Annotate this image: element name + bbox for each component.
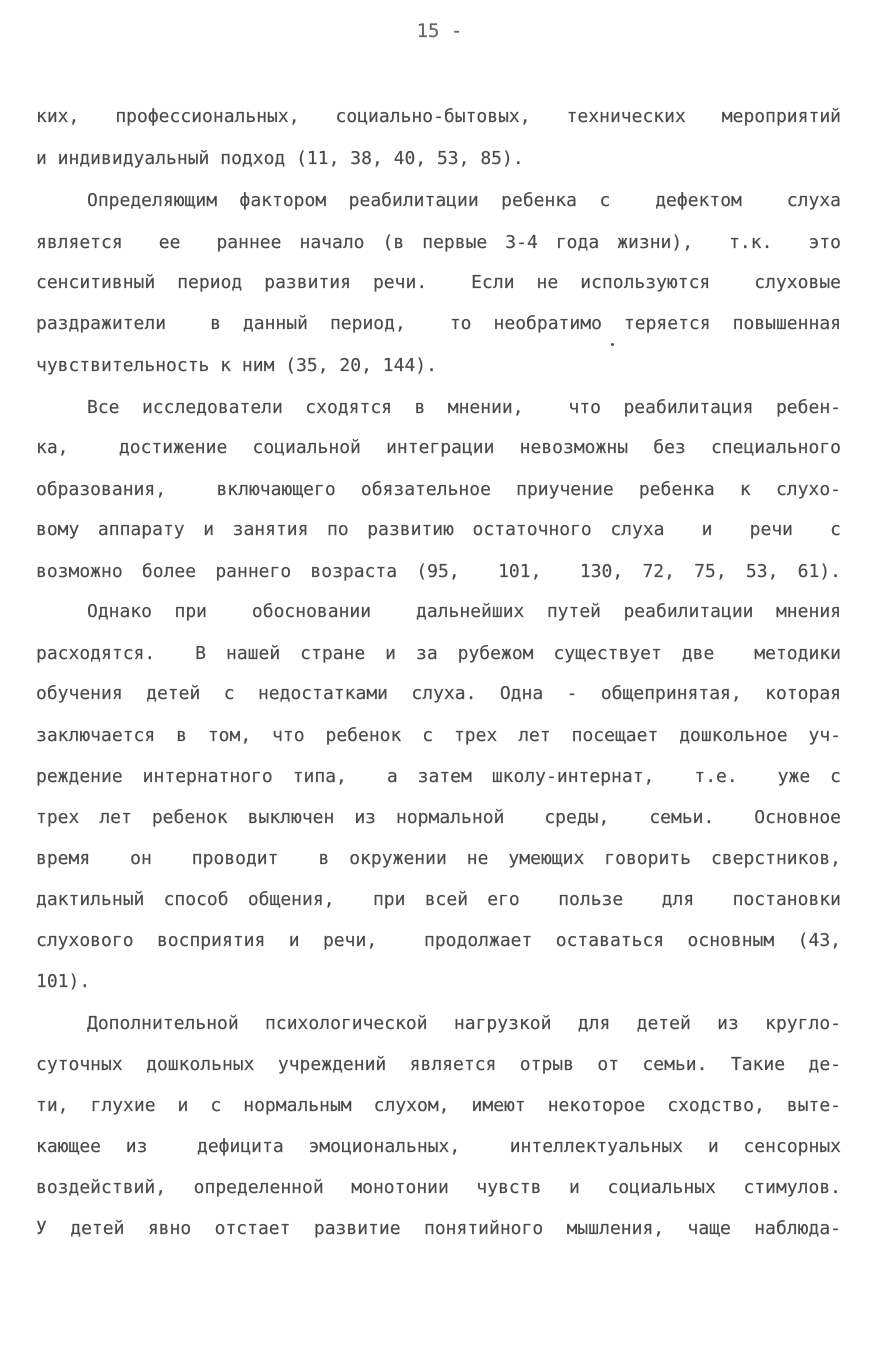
text-line: Определяющим фактором реабилитации ребенка с дефектом слуха xyxy=(87,190,841,211)
ink-speck xyxy=(611,343,614,346)
text-line: Все исследователи сходятся в мнении, что реабилитация ребен- xyxy=(87,397,841,418)
text-line: является ее раннее начало (в первые 3-4 года жизни), т.к. это xyxy=(36,232,841,253)
text-line: расходятся. В нашей стране и за рубежом существует две методики xyxy=(36,643,841,664)
text-line: раздражители в данный период, то необратимо теряется повышенная xyxy=(36,313,841,334)
text-line: дактильный способ общения, при всей его пользе для постановки xyxy=(36,889,841,910)
text-line: чувствительность к ним (35, 20, 144). xyxy=(36,355,437,376)
text-line: Однако при обосновании дальнейших путей реабилитации мнения xyxy=(87,601,841,622)
text-line: ти, глухие и с нормальным слухом, имеют некоторое сходство, выте- xyxy=(36,1095,841,1116)
text-line: возможно более раннего возраста (95, 101, 130, 72, 75, 53, 61). xyxy=(36,561,841,582)
text-line: ка, достижение социальной интеграции невозможны без специального xyxy=(36,437,841,458)
text-line: и индивидуальный подход (11, 38, 40, 53, 85). xyxy=(36,148,524,169)
text-line: реждение интернатного типа, а затем школу-интернат, т.е. уже с xyxy=(36,766,841,787)
text-line: воздействий, определенной монотонии чувств и социальных стимулов. xyxy=(36,1177,841,1198)
text-line: слухового восприятия и речи, продолжает оставаться основным (43, xyxy=(36,930,841,951)
page-number: 15 - xyxy=(416,20,463,42)
text-line: трех лет ребенок выключен из нормальной среды, семьи. Основное xyxy=(36,807,841,828)
text-line: обучения детей с недостатками слуха. Одна - общепринятая, которая xyxy=(36,683,841,704)
text-line: сенситивный период развития речи. Если не используются слуховые xyxy=(36,272,841,293)
text-line: вому аппарату и занятия по развитию остаточного слуха и речи с xyxy=(36,519,841,540)
text-line: Дополнительной психологической нагрузкой для детей из кругло- xyxy=(87,1013,841,1034)
text-line: время он проводит в окружении не умеющих говорить сверстников, xyxy=(36,848,841,869)
text-line: суточных дошкольных учреждений является отрыв от семьи. Такие де- xyxy=(36,1054,841,1075)
text-line: 101). xyxy=(36,971,91,992)
text-line: образования, включающего обязательное приучение ребенка к слухо- xyxy=(36,479,841,500)
text-line: заключается в том, что ребенок с трех лет посещает дошкольное уч- xyxy=(36,725,841,746)
text-line: У детей явно отстает развитие понятийного мышления, чаще наблюда- xyxy=(36,1218,841,1239)
text-line: ких, профессиональных, социально-бытовых, технических мероприятий xyxy=(36,106,841,127)
text-line: кающее из дефицита эмоциональных, интеллектуальных и сенсорных xyxy=(36,1136,841,1157)
